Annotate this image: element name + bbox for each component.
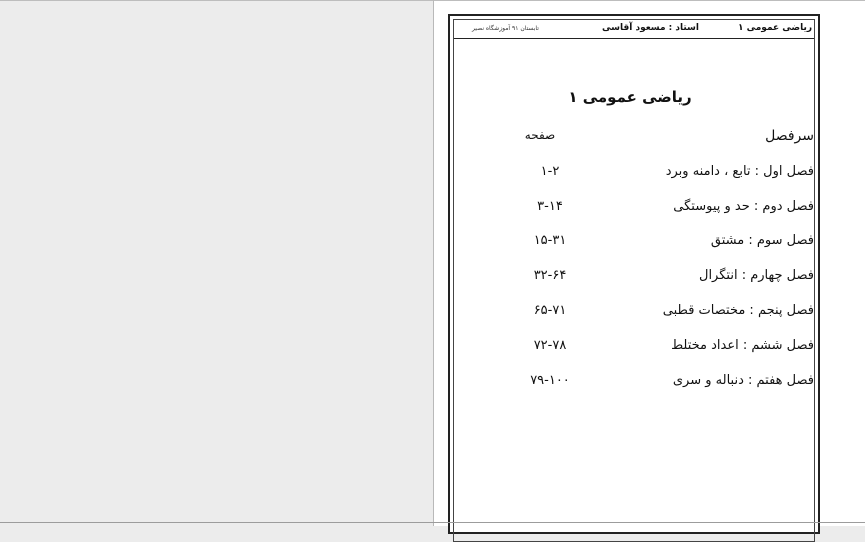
- column-header-page: صفحه: [524, 128, 556, 142]
- header-school: تابستان ۹۱ آموزشگاه نصیر: [472, 25, 539, 32]
- toc-chapter-name: فصل پنجم : مختصات قطبی: [662, 303, 814, 318]
- toc-chapter-name: فصل اول : تابع ، دامنه وبرد: [665, 164, 814, 179]
- toc-chapter-name: فصل هفتم : دنباله و سری: [672, 373, 814, 388]
- toc-row: [490, 199, 814, 219]
- toc-chapter-name: فصل ششم : اعداد مختلط: [671, 338, 814, 353]
- toc-row: [490, 164, 814, 184]
- toc-chapter-name: فصل چهارم : انتگرال: [699, 268, 814, 283]
- window-bottom-edge: [0, 522, 865, 523]
- header-course: ریاضی عمومی ۱: [738, 23, 813, 33]
- toc-chapter-name: فصل سوم : مشتق: [710, 233, 814, 248]
- toc-row: [490, 338, 814, 358]
- toc-chapter-pages: ۱-۲: [540, 164, 560, 179]
- toc-row: [490, 233, 814, 253]
- toc-row: [490, 268, 814, 288]
- toc-row: [490, 303, 814, 323]
- toc-chapter-pages: ۶۵-۷۱: [533, 303, 567, 318]
- left-pane: [0, 0, 433, 526]
- toc-chapter-name: فصل دوم : حد و پیوستگی: [673, 199, 814, 214]
- toc-row: [490, 373, 814, 393]
- toc-chapter-pages: ۳-۱۴: [537, 199, 563, 214]
- toc-chapter-pages: ۷۹-۱۰۰: [530, 373, 570, 388]
- header-teacher: استاد : مسعود آقاسی: [602, 23, 699, 33]
- toc-chapter-pages: ۱۵-۳۱: [533, 233, 567, 248]
- toc-chapter-pages: ۳۲-۶۴: [533, 268, 567, 283]
- header-rule: [454, 38, 814, 39]
- document-title: ریاضی عمومی ۱: [568, 88, 692, 106]
- toc-chapter-pages: ۷۲-۷۸: [533, 338, 567, 353]
- column-header-section: سرفصل: [765, 128, 814, 144]
